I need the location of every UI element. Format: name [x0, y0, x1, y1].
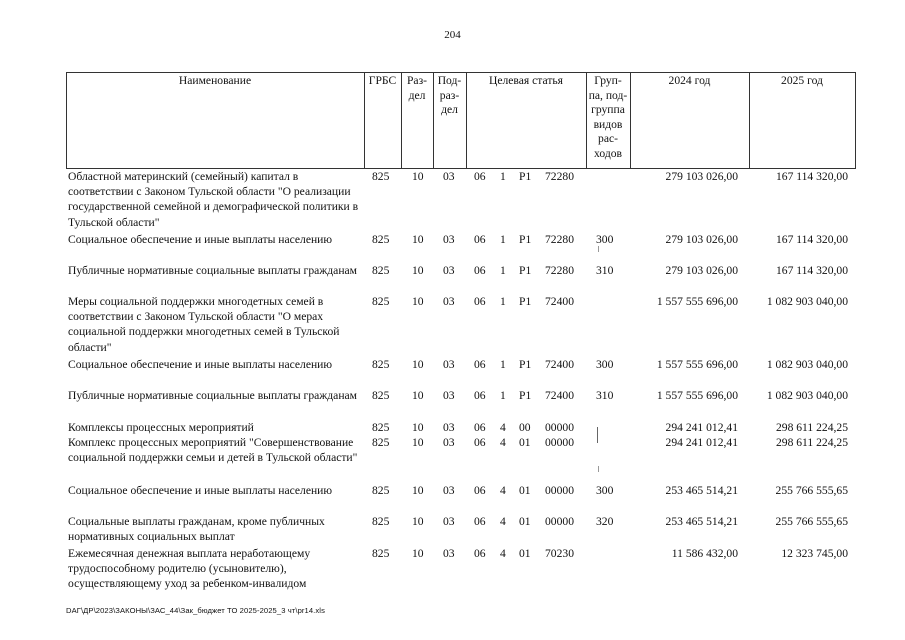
row-podrazdel: 03 — [443, 421, 455, 434]
row-amount-2024: 294 241 012,41 — [665, 421, 738, 434]
header-vid-rashodov — [586, 74, 630, 162]
row-cs2: 1 — [500, 358, 506, 371]
row-name: Областной материнский (семейный) капитал в соответствии с Законом Тульской области "О реализации государственной семейной и демографической политики в Тульской области" — [68, 170, 359, 229]
header-vid-line: па, под- — [588, 88, 628, 102]
header-podrazdel-line: Под- — [437, 74, 462, 87]
header-name: Наименование — [178, 74, 252, 87]
row-cs4: 00000 — [545, 515, 574, 528]
row-cs4: 70230 — [545, 547, 574, 560]
row-podrazdel: 03 — [443, 358, 455, 371]
table-header — [66, 72, 856, 169]
row-amount-2025: 255 766 555,65 — [775, 515, 848, 528]
row-grbs: 825 — [372, 421, 390, 434]
row-podrazdel: 03 — [443, 170, 455, 183]
row-podrazdel: 03 — [443, 389, 455, 402]
row-cs1: 06 — [474, 515, 486, 528]
row-razdel: 10 — [412, 484, 424, 497]
row-vid: 310 — [596, 264, 614, 277]
row-cs1: 06 — [474, 295, 486, 308]
row-grbs: 825 — [372, 436, 390, 449]
row-amount-2024: 279 103 026,00 — [665, 170, 738, 183]
row-razdel: 10 — [412, 170, 424, 183]
row-amount-2025: 255 766 555,65 — [775, 484, 848, 497]
row-podrazdel: 03 — [443, 547, 455, 560]
row-razdel: 10 — [412, 547, 424, 560]
row-cs1: 06 — [474, 358, 486, 371]
row-cs2: 1 — [500, 233, 506, 246]
row-grbs: 825 — [372, 170, 390, 183]
row-razdel: 10 — [412, 389, 424, 402]
header-2024: 2024 год — [668, 74, 711, 87]
row-amount-2024: 1 557 555 696,00 — [656, 295, 738, 308]
header-vid-line: ходов — [594, 146, 622, 160]
row-podrazdel: 03 — [443, 295, 455, 308]
row-grbs: 825 — [372, 389, 390, 402]
row-cs2: 1 — [500, 264, 506, 277]
page-number: 204 — [444, 29, 461, 41]
row-grbs: 825 — [372, 515, 390, 528]
header-podrazdel — [433, 74, 466, 118]
row-grbs: 825 — [372, 484, 390, 497]
row-podrazdel: 03 — [443, 436, 455, 449]
row-razdel: 10 — [412, 295, 424, 308]
row-cs4: 72280 — [545, 264, 574, 277]
row-amount-2025: 167 114 320,00 — [775, 264, 848, 277]
header-razdel-line: Раз- — [406, 74, 428, 87]
row-cs1: 06 — [474, 233, 486, 246]
row-podrazdel: 03 — [443, 264, 455, 277]
row-cs3: Р1 — [519, 358, 532, 371]
row-amount-2024: 253 465 514,21 — [665, 484, 738, 497]
header-2025: 2025 год — [781, 74, 823, 87]
header-podrazdel-line: дел — [441, 103, 458, 117]
header-vid-line: группа — [591, 103, 625, 117]
row-cs3: Р1 — [519, 295, 532, 308]
row-razdel: 10 — [412, 233, 424, 246]
row-cs4: 00000 — [545, 436, 574, 449]
row-amount-2025: 1 082 903 040,00 — [766, 389, 848, 402]
row-amount-2024: 279 103 026,00 — [665, 264, 738, 277]
row-vid: 320 — [596, 515, 614, 528]
row-cs2: 4 — [500, 436, 506, 449]
header-vid-line: рас- — [598, 132, 618, 146]
row-amount-2024: 279 103 026,00 — [665, 233, 738, 246]
row-name: Социальное обеспечение и иные выплаты населению — [68, 358, 333, 371]
row-cs1: 06 — [474, 436, 486, 449]
row-amount-2025: 167 114 320,00 — [775, 170, 848, 183]
row-amount-2025: 1 082 903 040,00 — [766, 358, 848, 371]
row-vid: 300 — [596, 484, 614, 497]
row-amount-2024: 11 586 432,00 — [671, 547, 738, 560]
row-grbs: 825 — [372, 295, 390, 308]
row-cs3: Р1 — [519, 264, 532, 277]
row-cs4: 72400 — [545, 358, 574, 371]
row-razdel: 10 — [412, 515, 424, 528]
row-cs1: 06 — [474, 264, 486, 277]
row-cs2: 4 — [500, 515, 506, 528]
row-cs1: 06 — [474, 170, 486, 183]
row-cs4: 72400 — [545, 389, 574, 402]
row-name: Социальные выплаты гражданам, кроме публичных нормативных социальных выплат — [68, 515, 325, 544]
row-razdel: 10 — [412, 358, 424, 371]
row-podrazdel: 03 — [443, 515, 455, 528]
row-cs3: 01 — [519, 547, 531, 560]
row-cs3: 01 — [519, 484, 531, 497]
row-amount-2025: 298 611 224,25 — [775, 436, 848, 449]
header-grbs: ГРБС — [368, 74, 397, 87]
row-cs2: 1 — [500, 170, 506, 183]
row-cs1: 06 — [474, 389, 486, 402]
row-cs4: 00000 — [545, 484, 574, 497]
row-cs1: 06 — [474, 547, 486, 560]
row-podrazdel: 03 — [443, 484, 455, 497]
row-name: Ежемесячная денежная выплата неработающему трудоспособному родителю (усыновителю), осуществляющему уход за ребенком-инвалидом — [68, 547, 311, 591]
row-cs2: 4 — [500, 421, 506, 434]
row-name: Публичные нормативные социальные выплаты гражданам — [68, 389, 357, 402]
row-cs3: 01 — [519, 436, 531, 449]
row-amount-2024: 253 465 514,21 — [665, 515, 738, 528]
row-cs3: Р1 — [519, 233, 532, 246]
header-vid-line: Груп- — [594, 74, 622, 87]
header-razdel-line: дел — [408, 88, 426, 102]
scan-mark — [598, 466, 599, 472]
row-vid: 300 — [596, 358, 614, 371]
row-cs2: 4 — [500, 547, 506, 560]
row-cs3: Р1 — [519, 170, 532, 183]
row-grbs: 825 — [372, 547, 390, 560]
row-name: Комплексы процессных мероприятий — [68, 421, 254, 434]
row-grbs: 825 — [372, 233, 390, 246]
row-amount-2024: 294 241 012,41 — [665, 436, 738, 449]
row-amount-2025: 167 114 320,00 — [775, 233, 848, 246]
row-razdel: 10 — [412, 264, 424, 277]
header-podrazdel-line: раз- — [439, 88, 460, 102]
row-name: Комплекс процессных мероприятий "Совершенствование социальной поддержки семьи и детей в Тульской области" — [68, 436, 358, 465]
row-cs3: 01 — [519, 515, 531, 528]
row-vid: 310 — [596, 389, 614, 402]
row-name: Публичные нормативные социальные выплаты гражданам — [68, 264, 357, 277]
row-cs1: 06 — [474, 484, 486, 497]
row-cs2: 4 — [500, 484, 506, 497]
row-name: Меры социальной поддержки многодетных семей в соответствии с Законом Тульской области "О мерах социальной поддержки многодетных семей в Тульской области" — [68, 295, 340, 354]
scan-mark — [597, 427, 598, 443]
row-vid: 300 — [596, 233, 614, 246]
row-razdel: 10 — [412, 421, 424, 434]
row-grbs: 825 — [372, 264, 390, 277]
header-razdel — [401, 74, 433, 103]
row-name: Социальное обеспечение и иные выплаты населению — [68, 484, 333, 497]
row-podrazdel: 03 — [443, 233, 455, 246]
row-razdel: 10 — [412, 436, 424, 449]
row-cs2: 1 — [500, 389, 506, 402]
row-cs4: 72280 — [545, 233, 574, 246]
header-vid-line: видов — [593, 117, 623, 131]
row-amount-2024: 1 557 555 696,00 — [656, 358, 738, 371]
header-tselevaya-statya: Целевая статья — [488, 74, 564, 87]
row-cs4: 00000 — [545, 421, 574, 434]
row-cs2: 1 — [500, 295, 506, 308]
row-name: Социальное обеспечение и иные выплаты населению — [68, 233, 333, 246]
row-amount-2025: 1 082 903 040,00 — [766, 295, 848, 308]
row-amount-2025: 12 323 745,00 — [781, 547, 848, 560]
row-cs4: 72400 — [545, 295, 574, 308]
row-cs3: Р1 — [519, 389, 532, 402]
row-cs3: 00 — [519, 421, 531, 434]
row-cs1: 06 — [474, 421, 486, 434]
file-path-footer: DAГ\ДР\2023\ЗАКОНЫ\ЗАС_44\Зак_бюджет ТО 2025-2025_3 чт\pr14.xls — [66, 606, 325, 615]
row-amount-2025: 298 611 224,25 — [775, 421, 848, 434]
row-amount-2024: 1 557 555 696,00 — [656, 389, 738, 402]
row-grbs: 825 — [372, 358, 390, 371]
row-cs4: 72280 — [545, 170, 574, 183]
